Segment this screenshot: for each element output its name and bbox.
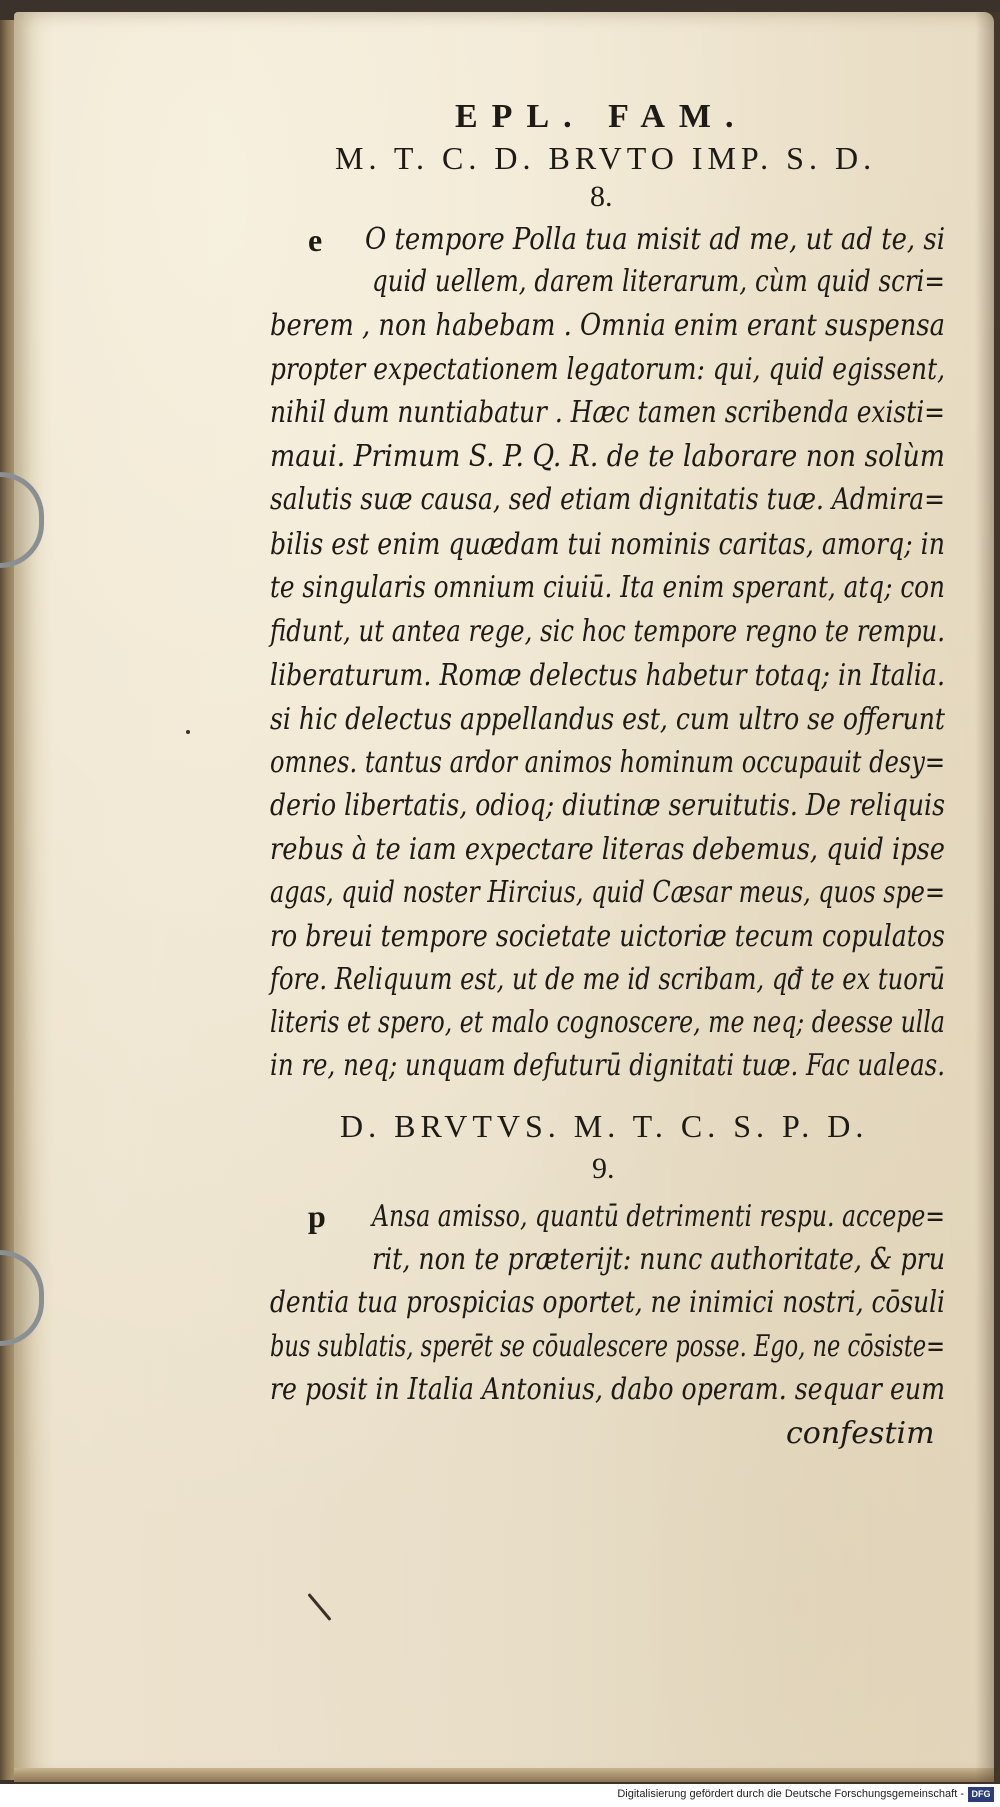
text-line: berem , non habebam . Omnia enim erant suspensa	[270, 308, 946, 343]
drop-initial: e	[308, 222, 323, 258]
page-bottom-edge	[14, 1768, 994, 1782]
digitization-footer	[0, 1784, 1000, 1807]
text-line: confestim	[786, 1416, 935, 1451]
text-line: fore. Reliquum est, ut de me id scribam, qđ te ex tuorū	[270, 962, 945, 997]
text-line: te singularis omnium ciuiū. Ita enim sperant, atq; con	[270, 570, 945, 605]
text-line: agas, quid noster Hircius, quid Cæsar meus, quos spe=	[270, 875, 945, 910]
text-line: maui. Primum S. P. Q. R. de te laborare non solùm	[270, 439, 946, 474]
text-line: dentia tua prospicias oportet, ne inimici nostri, cōsuli	[270, 1285, 945, 1320]
text-line: derio libertatis, odioq; diutinæ seruitutis. De reliquis	[270, 788, 946, 823]
text-line: bus sublatis, sperēt se cōualescere posse. Ego, ne cōsiste=	[270, 1329, 946, 1364]
text-line: rit, non te præterijt: nunc authoritate, & pru	[372, 1242, 945, 1277]
text-line: fidunt, ut antea rege, sic hoc tempore regno te rempu.	[270, 614, 945, 649]
letter-number: 9.	[592, 1152, 615, 1185]
footer-credit: Digitalisierung gefördert durch die Deutsche Forschungsgemeinschaft -	[617, 1788, 964, 1800]
text-line: si hic delectus appellandus est, cum ultro se offerunt	[270, 702, 945, 737]
dfg-logo: DFG	[968, 1787, 994, 1802]
text-line: omnes. tantus ardor animos hominum occupauit desy=	[270, 745, 946, 780]
text-line: salutis suæ causa, sed etiam dignitatis tuæ. Admira=	[270, 482, 945, 517]
drop-initial: p	[308, 1198, 326, 1234]
letter-number: 8.	[590, 180, 613, 213]
text-line: ro breui tempore societate uictoriæ tecum copulatos	[270, 919, 945, 954]
page-right-shadow	[975, 12, 1000, 1782]
text-line: rebus à te iam expectare literas debemus, quid ipse	[270, 832, 945, 867]
text-line: liberaturum. Romæ delectus habetur totaq; in Italia.	[270, 658, 946, 693]
text-line: propter expectationem legatorum: qui, quid egissent,	[270, 352, 945, 387]
text-line: bilis est enim quædam tui nominis caritas, amorq; in	[270, 527, 945, 562]
text-line: Ansa amisso, quantū detrimenti respu. accepe=	[372, 1199, 945, 1234]
ink-speck	[186, 730, 190, 734]
text-line: in re, neq; unquam defuturū dignitati tuæ. Fac ualeas.	[270, 1048, 945, 1083]
letter-heading: M. T. C. D. BRVTO IMP. S. D.	[335, 140, 877, 176]
text-line: nihil dum nuntiabatur . Hæc tamen scribenda existi=	[270, 395, 946, 430]
text-line: re posit in Italia Antonius, dabo operam. sequar eum	[270, 1372, 946, 1407]
text-line: quid uellem, darem literarum, cùm quid scri=	[372, 264, 945, 299]
running-head: EPL. FAM.	[455, 98, 748, 135]
text-line: literis et spero, et malo cognoscere, me neq; deesse ulla	[270, 1005, 945, 1040]
letter-heading: D. BRVTVS. M. T. C. S. P. D.	[340, 1108, 869, 1144]
text-line: O tempore Polla tua misit ad me, ut ad te, si	[365, 222, 945, 257]
